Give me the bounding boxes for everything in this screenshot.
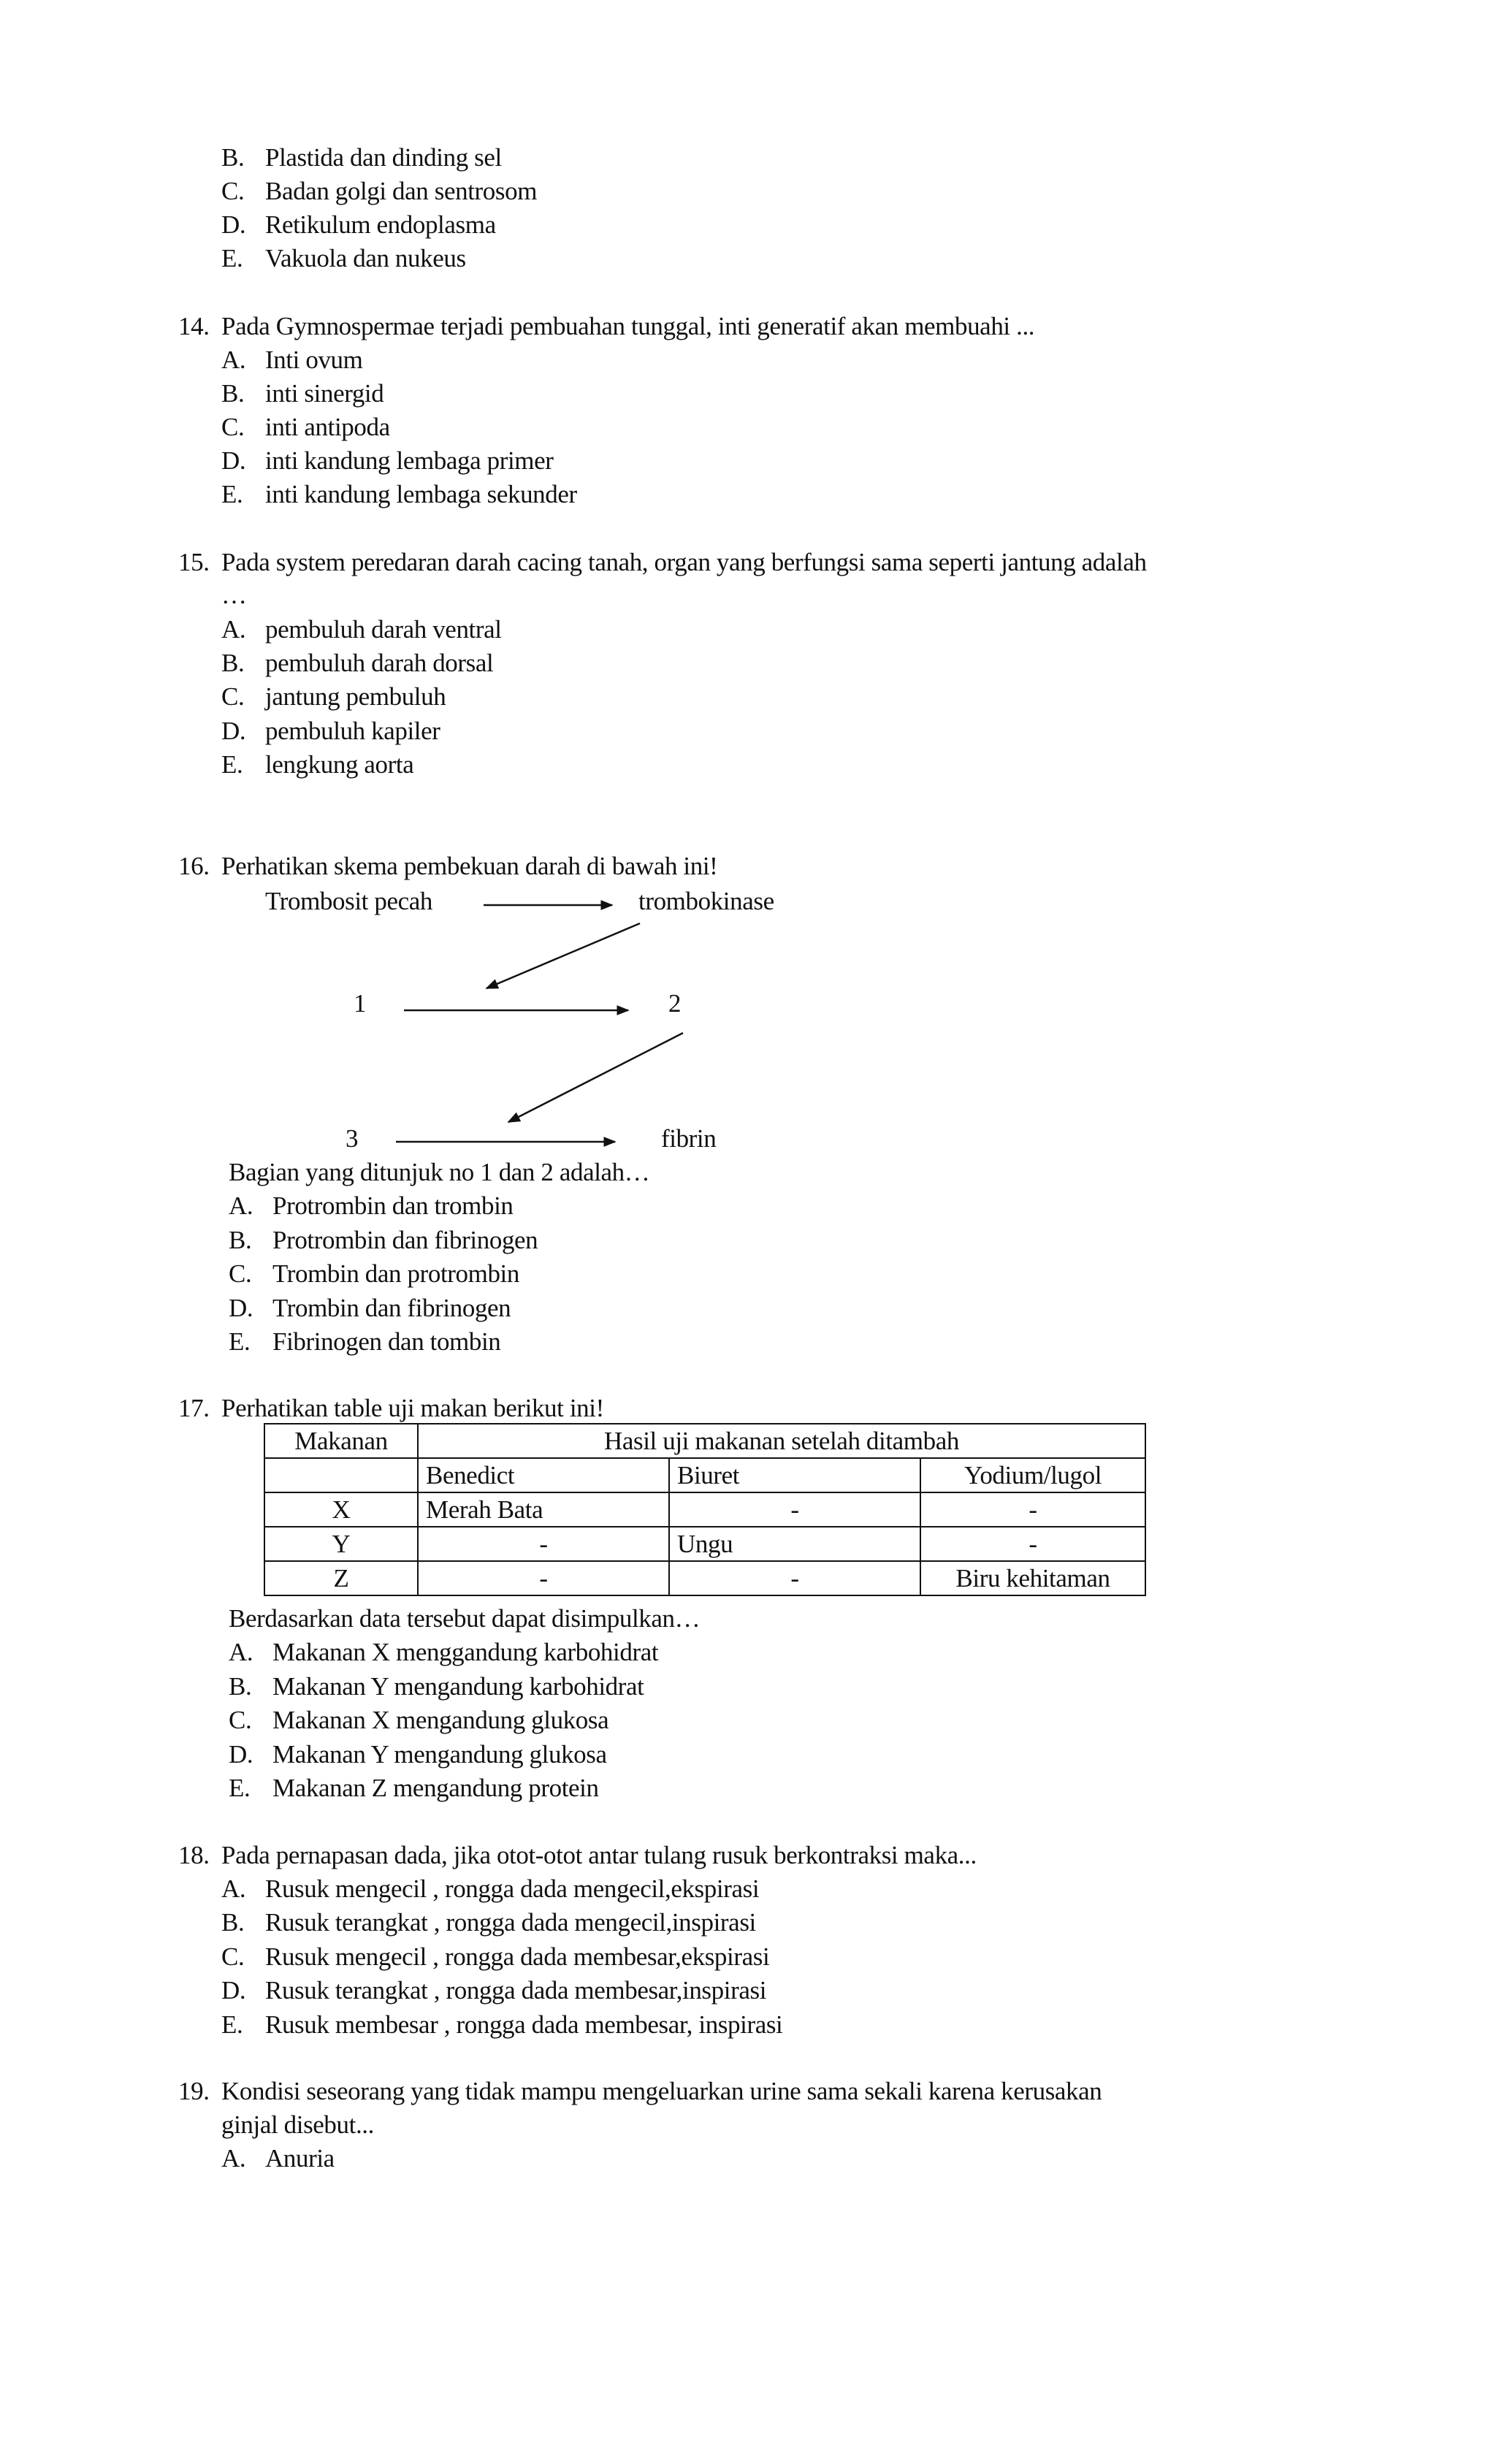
question-prompt: Berdasarkan data tersebut dapat disimpulkan… [229,1604,701,1633]
cell-benedict: - [418,1561,669,1595]
option-text: Plastida dan dinding sel [265,143,502,172]
option-text: Anuria [265,2144,335,2173]
diagram-label-3: 3 [346,1124,359,1153]
option-letter: D. [229,1740,253,1769]
cell-food: Y [264,1527,418,1561]
cell-benedict: Merah Bata [418,1492,669,1527]
option-text: Badan golgi dan sentrosom [265,177,538,205]
option-letter: E. [221,480,243,508]
option-letter: B. [221,1908,245,1937]
option-text: pembuluh darah ventral [265,615,502,644]
diagram-label-start: Trombosit pecah [265,887,432,915]
question-stem: Pada Gymnospermae terjadi pembuahan tunggal, inti generatif akan membuahi ... [221,312,1035,340]
option-text: Trombin dan protrombin [272,1259,519,1288]
option-text: Trombin dan fibrinogen [272,1294,511,1322]
question-number: 18. [178,1841,210,1869]
option-letter: C. [221,413,245,441]
question-number: 16. [178,852,210,880]
option-text: Makanan X mengandung glukosa [272,1706,609,1734]
option-letter: B. [221,379,245,408]
option-text: Rusuk terangkat , rongga dada mengecil,inspirasi [265,1908,756,1937]
question-stem: Perhatikan table uji makan berikut ini! [221,1394,604,1422]
subheader-benedict: Benedict [418,1458,669,1492]
option-text: Vakuola dan nukeus [265,244,466,272]
question-number: 14. [178,312,210,340]
option-text: pembuluh darah dorsal [265,649,494,677]
arrow-enzyme-to-1 [486,923,640,988]
option-letter: B. [229,1226,252,1254]
option-letter: B. [221,649,245,677]
option-text: Rusuk mengecil , rongga dada membesar,ekspirasi [265,1942,770,1971]
option-text: Makanan X menggandung karbohidrat [272,1638,659,1666]
option-letter: B. [221,143,245,172]
option-letter: E. [221,244,243,272]
question-stem: Pada system peredaran darah cacing tanah, organ yang berfungsi sama seperti jantung adalah [221,548,1147,576]
option-letter: A. [221,1874,246,1903]
option-letter: E. [229,1774,251,1802]
option-letter: C. [229,1259,252,1288]
option-text: inti kandung lembaga sekunder [265,480,577,508]
food-test-table [264,1423,1146,1596]
option-letter: C. [221,682,245,711]
diagram-label-2: 2 [668,989,682,1018]
cell-biuret: - [669,1561,920,1595]
question-stem: Perhatikan skema pembekuan darah di bawah ini! [221,852,718,880]
question-number: 17. [178,1394,210,1422]
question-number: 15. [178,548,210,576]
option-letter: A. [229,1638,253,1666]
option-letter: C. [229,1706,252,1734]
cell-food: Z [264,1561,418,1595]
question-stem: Kondisi seseorang yang tidak mampu mengeluarkan urine sama sekali karena kerusakan [221,2077,1102,2105]
option-letter: E. [221,750,243,779]
cell-benedict: - [418,1527,669,1561]
question-stem-continuation: … [221,581,247,609]
option-letter: E. [229,1327,251,1356]
option-text: Protrombin dan trombin [272,1191,514,1220]
option-letter: A. [221,2144,246,2173]
option-text: Inti ovum [265,346,363,374]
option-letter: C. [221,1942,245,1971]
option-text: lengkung aorta [265,750,414,779]
question-number: 19. [178,2077,210,2105]
option-text: Makanan Z mengandung protein [272,1774,599,1802]
option-letter: A. [221,615,246,644]
empty-cell [264,1458,418,1492]
option-text: Fibrinogen dan tombin [272,1327,501,1356]
option-text: inti sinergid [265,379,384,408]
option-text: Rusuk mengecil , rongga dada mengecil,ekspirasi [265,1874,760,1903]
diagram-label-enzyme: trombokinase [638,887,774,915]
subheader-biuret: Biuret [669,1458,920,1492]
option-text: jantung pembuluh [265,682,446,711]
cell-food: X [264,1492,418,1527]
table-row [264,1561,1145,1595]
table-row [264,1492,1145,1527]
option-text: Retikulum endoplasma [265,210,496,239]
option-letter: D. [221,1976,246,2005]
diagram-label-1: 1 [354,989,367,1018]
diagram-label-end: fibrin [661,1124,717,1153]
option-text: inti antipoda [265,413,390,441]
question-stem: Pada pernapasan dada, jika otot-otot antar tulang rusuk berkontraksi maka... [221,1841,977,1869]
table-header-row [264,1424,1145,1458]
option-text: inti kandung lembaga primer [265,446,554,475]
option-letter: A. [229,1191,253,1220]
cell-yodium: - [920,1492,1145,1527]
option-text: Rusuk terangkat , rongga dada membesar,inspirasi [265,1976,767,2005]
option-letter: D. [221,717,246,745]
option-letter: E. [221,2010,243,2039]
option-letter: C. [221,177,245,205]
cell-yodium: Biru kehitaman [920,1561,1145,1595]
option-text: Makanan Y mengandung glukosa [272,1740,607,1769]
table-subheader-row [264,1458,1145,1492]
cell-biuret: Ungu [669,1527,920,1561]
option-text: pembuluh kapiler [265,717,440,745]
option-text: Rusuk membesar , rongga dada membesar, inspirasi [265,2010,783,2039]
option-letter: D. [221,210,246,239]
question-stem-continuation: ginjal disebut... [221,2110,375,2139]
arrow-2-to-3 [508,1033,683,1122]
table-row [264,1527,1145,1561]
option-letter: D. [229,1294,253,1322]
option-letter: D. [221,446,246,475]
cell-biuret: - [669,1492,920,1527]
option-letter: B. [229,1672,252,1701]
option-text: Makanan Y mengandung karbohidrat [272,1672,644,1701]
option-letter: A. [221,346,246,374]
subheader-yodium: Yodium/lugol [920,1458,1145,1492]
option-text: Protrombin dan fibrinogen [272,1226,538,1254]
cell-yodium: - [920,1527,1145,1561]
header-hasil: Hasil uji makanan setelah ditambah [418,1424,1145,1458]
header-makanan: Makanan [264,1424,418,1458]
question-prompt: Bagian yang ditunjuk no 1 dan 2 adalah… [229,1158,650,1186]
